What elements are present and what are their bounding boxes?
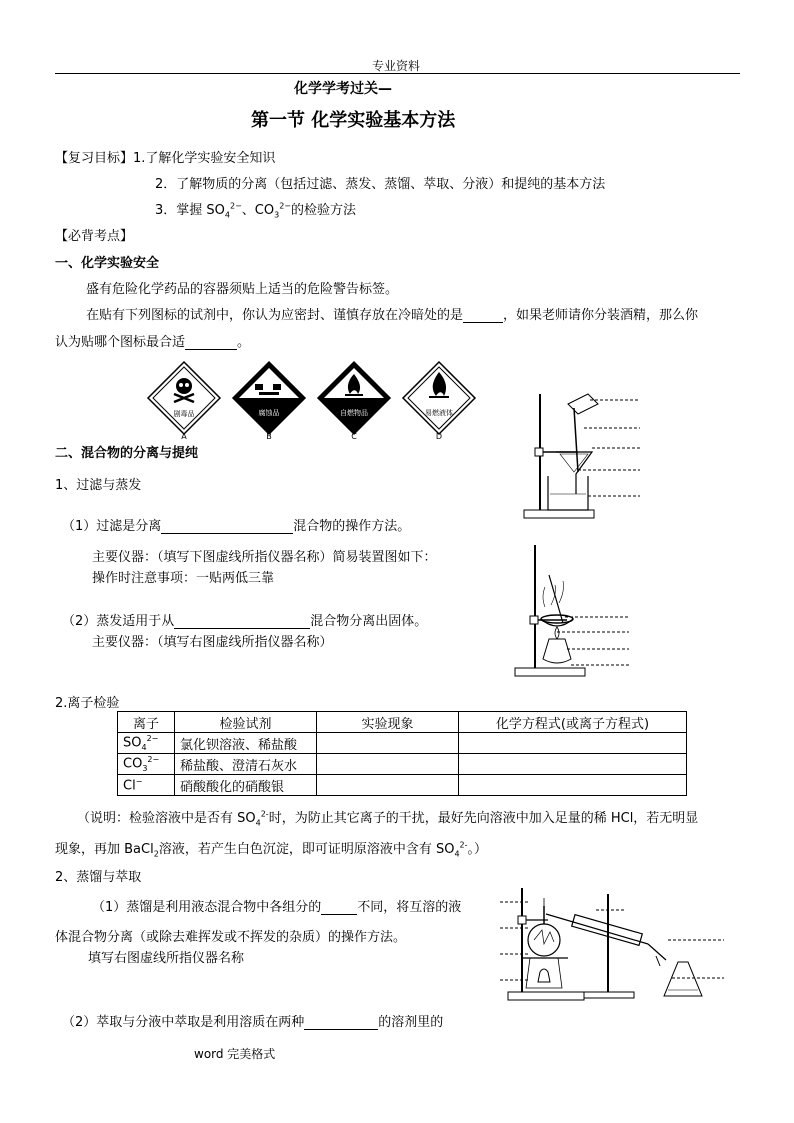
equation-cell[interactable] xyxy=(459,733,687,754)
safety-para-3: 认为贴哪个图标最合适 。 xyxy=(55,335,251,350)
filtration-apparatus-figure xyxy=(518,382,648,527)
table-header: 检验试剂 xyxy=(175,712,317,733)
page-header: 专业资料 xyxy=(372,59,421,73)
ion-cell: $SO_4^{2-}$ xyxy=(118,733,175,754)
table-header-row xyxy=(118,712,687,733)
ion-cell: Cl− xyxy=(118,775,175,796)
svg-text:腐蚀品: 腐蚀品 xyxy=(258,409,280,417)
safety-para-2: 在贴有下列图标的试剂中，你认为应密封、谨慎存放在冷暗处的是 ，如果老师请你分装酒精，那么你 xyxy=(86,308,699,323)
reagent-cell: 稀盐酸、澄清石灰水 xyxy=(175,754,317,775)
answer-blank[interactable] xyxy=(185,336,237,350)
answer-blank[interactable] xyxy=(161,520,293,534)
filtration-instruments: 主要仪器：（填写下图虚线所指仪器名称）简易装置图如下： xyxy=(92,550,437,565)
hazard-sign-corrosive-icon xyxy=(233,362,305,441)
safety-para-1: 盛有危险化学药品的容器须贴上适当的危险警告标签。 xyxy=(86,282,399,297)
svg-text:剧毒品: 剧毒品 xyxy=(173,410,195,418)
hazard-sign-flammable-icon xyxy=(403,362,475,441)
svg-text:自燃物品: 自燃物品 xyxy=(340,409,368,417)
goal-item-3: 3．掌握 $SO_4^{2-}$、$CO_3^{2-}$的检验方法 xyxy=(155,201,356,220)
ion-test-note-line-1: （说明：检验溶液中是否有 $SO_4^{2-}$时，为防止其它离子的干扰，最好先向溶液中加入足量的稀 HCl，若无明显 xyxy=(77,809,699,828)
answer-blank[interactable] xyxy=(321,901,357,915)
equation-cell[interactable] xyxy=(459,775,687,796)
filtration-notes: 操作时注意事项：一贴两低三靠 xyxy=(92,571,275,586)
table-row xyxy=(118,775,687,796)
must-know-label: 【必背考点】 xyxy=(55,229,134,244)
header-divider xyxy=(55,73,740,74)
distill-extract-heading: 2、蒸馏与萃取 xyxy=(55,870,142,885)
reagent-cell: 氯化钡溶液、稀盐酸 xyxy=(175,733,317,754)
filter-evaporate-subheading: 1、过滤与蒸发 xyxy=(55,478,142,493)
doc-title: 化学学考过关— xyxy=(294,81,392,97)
distillation-para-2: 体混合物分离（或除去难挥发或不挥发的杂质）的操作方法。 xyxy=(55,930,407,945)
goals-line-1 xyxy=(55,147,275,166)
ion-test-heading: 2.离子检验 xyxy=(55,696,120,711)
separation-heading: 二、混合物的分离与提纯 xyxy=(55,446,199,461)
safety-heading: 一、化学实验安全 xyxy=(55,256,160,271)
ion-test-note-line-2: 现象，再加 BaCl$_2$溶液，若产生白色沉淀，即可证明原溶液中含有 $SO_4^{2-}$。） xyxy=(55,840,488,859)
table-row xyxy=(118,754,687,775)
section-title: 第一节 化学实验基本方法 xyxy=(251,110,456,131)
hazard-signs xyxy=(140,358,460,448)
hazard-sign-self-ignite-icon xyxy=(318,362,390,441)
phenomenon-cell[interactable] xyxy=(317,754,459,775)
distillation-instruction: 填写右图虚线所指仪器名称 xyxy=(88,951,245,966)
phenomenon-cell[interactable] xyxy=(317,775,459,796)
table-row xyxy=(118,733,687,754)
answer-blank[interactable] xyxy=(304,1016,378,1030)
answer-blank[interactable] xyxy=(174,615,310,629)
extraction-para: （2）萃取与分液中萃取是利用溶质在两种 的溶剂里的 xyxy=(62,1015,444,1030)
reagent-cell: 硝酸酸化的硝酸银 xyxy=(175,775,317,796)
goal-item-2: 2．了解物质的分离（包括过滤、蒸发、蒸馏、萃取、分液）和提纯的基本方法 xyxy=(155,177,606,192)
phenomenon-cell[interactable] xyxy=(317,733,459,754)
svg-text:D: D xyxy=(435,432,443,441)
evaporation-instruments: 主要仪器：（填写右图虚线所指仪器名称） xyxy=(92,635,333,650)
svg-text:C: C xyxy=(351,432,357,441)
filtration-question: （1）过滤是分离 混合物的操作方法。 xyxy=(62,519,411,534)
hazard-sign-toxic-icon xyxy=(148,362,220,441)
distillation-apparatus-figure xyxy=(488,884,734,1006)
table-header: 实验现象 xyxy=(317,712,459,733)
evaporation-apparatus-figure xyxy=(505,545,645,685)
svg-text:B: B xyxy=(266,432,272,441)
evaporation-question: （2）蒸发适用于从 混合物分离出固体。 xyxy=(62,614,428,629)
equation-cell[interactable] xyxy=(459,754,687,775)
goals-label: 【复习目标】 xyxy=(55,151,134,166)
ion-test-table xyxy=(117,711,687,796)
answer-blank[interactable] xyxy=(463,309,503,323)
table-header: 化学方程式(或离子方程式) xyxy=(459,712,687,733)
table-header: 离子 xyxy=(118,712,175,733)
svg-text:易燃液体: 易燃液体 xyxy=(425,409,453,417)
goal-item-1: 1.了解化学实验安全知识 xyxy=(133,151,276,166)
ion-cell: $CO_3^{2-}$ xyxy=(118,754,175,775)
distillation-para-1: （1）蒸馏是利用液态混合物中各组分的 不同，将互溶的液 xyxy=(92,900,462,915)
svg-text:A: A xyxy=(181,432,187,441)
page-footer: word 完美格式 xyxy=(194,1047,276,1061)
